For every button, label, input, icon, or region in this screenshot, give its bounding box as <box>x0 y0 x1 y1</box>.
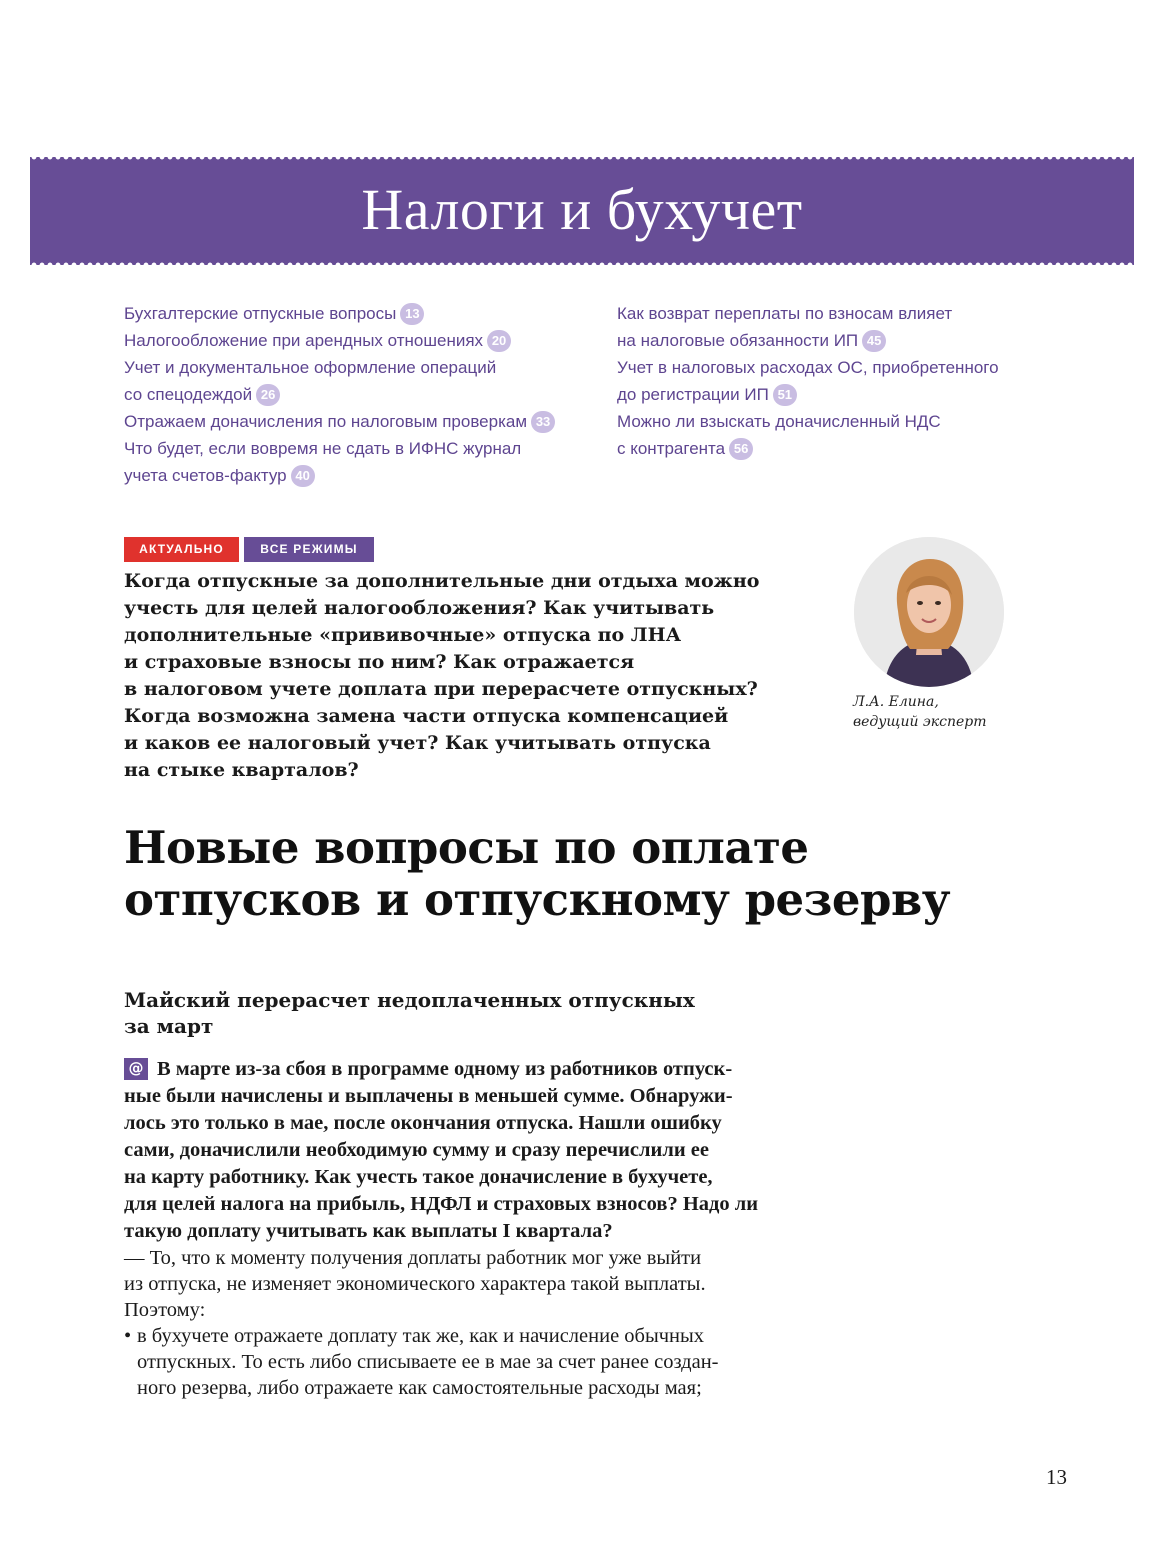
bullet-line-text: в бухучете отражаете доплату так же, как и начисление обычных <box>137 1325 705 1347</box>
question-line: ные были начислены и выплачены в меньшей сумме. Обнаружи- <box>124 1085 733 1107</box>
toc-item[interactable] <box>124 435 594 462</box>
toc-item[interactable] <box>124 327 594 354</box>
toc-page-badge: 45 <box>862 330 886 352</box>
tag-actual: АКТУАЛЬНО <box>124 537 239 562</box>
toc-page-badge: 56 <box>729 438 753 460</box>
question-line: на карту работнику. Как учесть такое доначисление в бухучете, <box>124 1166 713 1188</box>
toc-page-badge: 40 <box>291 465 315 487</box>
toc-item[interactable] <box>124 381 594 408</box>
toc-page-badge: 33 <box>531 411 555 433</box>
question-line: сами, доначислили необходимую сумму и сразу перечислили ее <box>124 1139 709 1161</box>
banner-perforated-edge-bottom <box>30 262 1134 268</box>
article-tags <box>124 537 379 562</box>
toc-item[interactable] <box>617 354 1037 381</box>
tag-all-regimes: ВСЕ РЕЖИМЫ <box>244 537 374 562</box>
toc-page-badge: 20 <box>487 330 511 352</box>
toc-item[interactable] <box>124 408 594 435</box>
toc-item[interactable] <box>617 435 1037 462</box>
lead-line: в налоговом учете доплата при перерасчете отпускных? <box>124 678 758 700</box>
toc-page-badge: 13 <box>400 303 424 325</box>
lead-line: и страховые взносы по ним? Как отражается <box>124 651 635 673</box>
toc-page-badge: 26 <box>256 384 280 406</box>
toc-page-badge: 51 <box>773 384 797 406</box>
toc-item-text: Как возврат переплаты по взносам влияет <box>617 304 953 323</box>
toc-left-column <box>124 300 594 489</box>
author-photo <box>854 537 1004 687</box>
answer-line: из отпуска, не изменяет экономического характера такой выплаты. <box>124 1273 706 1295</box>
lead-line: учесть для целей налогообложения? Как учитывать <box>124 597 715 619</box>
lead-line: на стыке кварталов? <box>124 759 359 781</box>
article-title-line: Новые вопросы по оплате <box>124 821 809 874</box>
question-line-text: В марте из-за сбоя в программе одному из работников отпуск- <box>157 1058 733 1080</box>
toc-item[interactable] <box>617 408 1037 435</box>
banner-perforated-edge-top <box>30 154 1134 160</box>
lead-line: Когда отпускные за дополнительные дни отдыха можно <box>124 570 760 592</box>
lead-line: Когда возможна замена части отпуска компенсацией <box>124 705 729 727</box>
toc-item-text: Можно ли взыскать доначисленный НДС <box>617 412 941 431</box>
toc-item[interactable] <box>124 300 594 327</box>
article-subhead <box>124 987 824 1039</box>
toc-item-text: учета счетов-фактур <box>124 466 287 485</box>
question-line <box>124 1056 814 1083</box>
question-line: такую доплату учитывать как выплаты I квартала? <box>124 1220 613 1242</box>
question-line: для целей налога на прибыль, НДФЛ и страховых взносов? Надо ли <box>124 1193 759 1215</box>
section-title: Налоги и бухучет <box>361 177 803 242</box>
toc-item-text: Учет и документальное оформление операций <box>124 358 497 377</box>
author-portrait-illustration <box>854 537 1004 687</box>
subhead-line: за март <box>124 1014 214 1038</box>
toc-item[interactable] <box>617 300 1037 327</box>
bullet-line: ного резерва, либо отражаете как самостоятельные расходы мая; <box>137 1377 702 1399</box>
author-caption <box>853 692 1053 732</box>
toc-item-text: с контрагента <box>617 439 726 458</box>
lead-line: дополнительные «прививочные» отпуска по ЛНА <box>124 624 682 646</box>
toc-item-text: со спецодеждой <box>124 385 253 404</box>
toc-item-text: Бухгалтерские отпускные вопросы <box>124 304 397 323</box>
toc-item-text: Отражаем доначисления по налоговым проверкам <box>124 412 528 431</box>
bullet-line <box>124 1323 814 1349</box>
author-role: ведущий эксперт <box>853 714 987 730</box>
article-title <box>124 822 1104 926</box>
question-line: лось это только в мае, после окончания отпуска. Нашли ошибку <box>124 1112 722 1134</box>
toc-right-column <box>617 300 1037 462</box>
section-banner <box>30 157 1134 265</box>
answer-line: — То, что к моменту получения доплаты работник мог уже выйти <box>124 1247 702 1269</box>
bullet-icon: • <box>124 1325 132 1347</box>
toc-item-text: до регистрации ИП <box>617 385 769 404</box>
toc-item-text: Что будет, если вовремя не сдать в ИФНС журнал <box>124 439 522 458</box>
subhead-line: Майский перерасчет недоплаченных отпускных <box>124 988 695 1012</box>
toc-item-text: Учет в налоговых расходах ОС, приобретенного <box>617 358 999 377</box>
article-title-line: отпусков и отпускному резерву <box>124 873 951 926</box>
question <box>124 1056 814 1245</box>
author-name: Л.А. Елина, <box>853 694 939 710</box>
page-number: 13 <box>1046 1465 1067 1489</box>
toc-item-text: Налогообложение при арендных отношениях <box>124 331 484 350</box>
toc-item-text: на налоговые обязанности ИП <box>617 331 859 350</box>
toc-item[interactable] <box>617 327 1037 354</box>
answer-line: Поэтому: <box>124 1299 206 1321</box>
toc-item[interactable] <box>617 381 1037 408</box>
email-question-icon: @ <box>124 1058 148 1080</box>
lead-line: и каков ее налоговый учет? Как учитывать отпуска <box>124 732 711 754</box>
article-lead <box>124 568 824 784</box>
toc-item[interactable] <box>124 462 594 489</box>
bullet-line: отпускных. То есть либо списываете ее в мае за счет ранее создан- <box>137 1351 719 1373</box>
question-answer-block <box>124 1056 814 1401</box>
toc-item[interactable] <box>124 354 594 381</box>
answer <box>124 1245 814 1401</box>
